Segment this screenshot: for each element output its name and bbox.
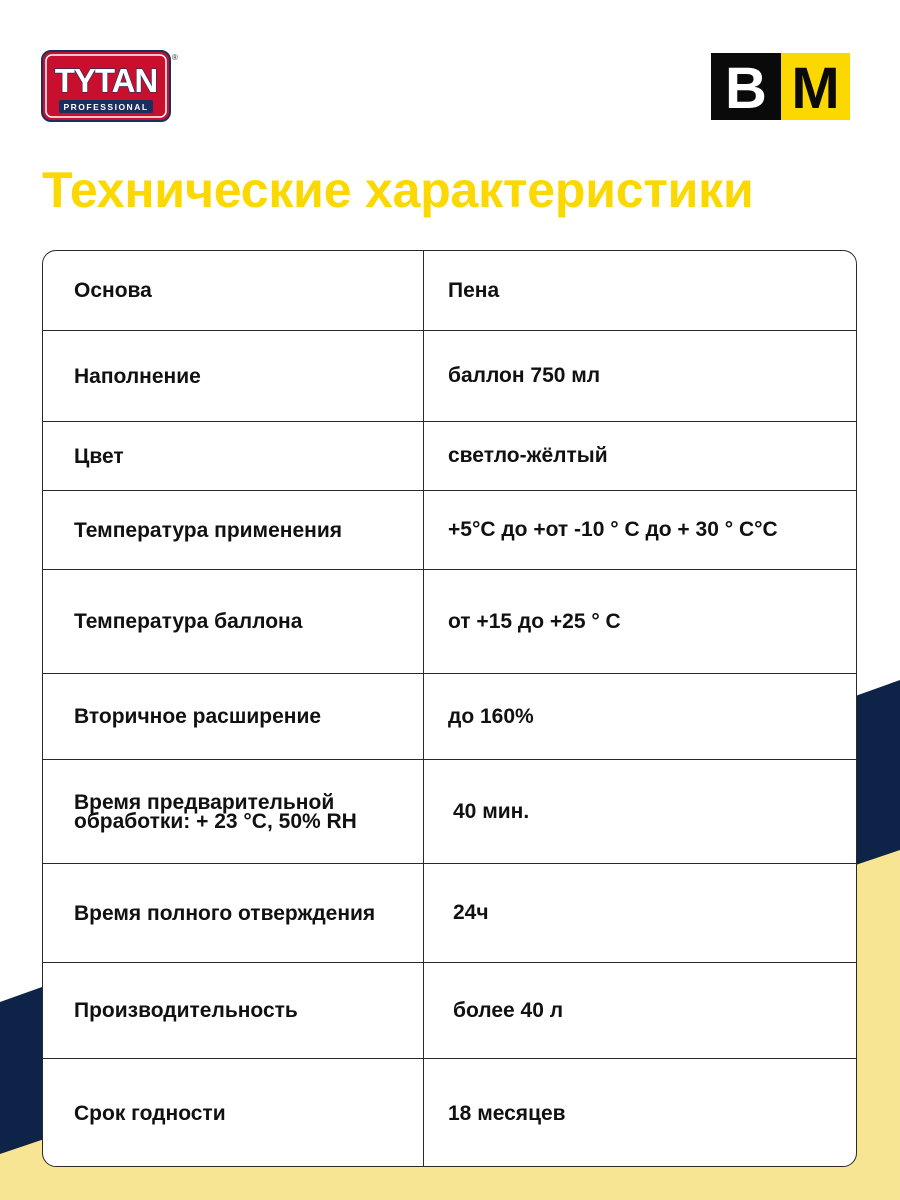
- tytan-logo-tagline: PROFESSIONAL: [63, 102, 149, 112]
- bm-logo-letter-m: M: [791, 56, 840, 120]
- spec-label: Температура применения: [74, 518, 342, 542]
- spec-label: Время предварительной обработки: + 23 °C, 50% RH: [74, 790, 357, 833]
- spec-row-full-cure-time: [43, 864, 857, 963]
- specs-table: [42, 250, 857, 1167]
- spec-value: от +15 до +25 ° C: [423, 570, 857, 673]
- spec-label: Срок годности: [74, 1102, 226, 1125]
- spec-label: Наполнение: [74, 364, 201, 388]
- spec-value: 18 месяцев: [423, 1059, 857, 1167]
- registered-mark-icon: ®: [172, 53, 178, 62]
- spec-row-secondary-expansion: [43, 674, 857, 760]
- spec-value: Пена: [423, 251, 857, 330]
- spec-row-shelf-life: [43, 1059, 857, 1167]
- spec-row-yield: [43, 963, 857, 1059]
- spec-value: до 160%: [423, 674, 857, 759]
- bm-logo-letter-b: B: [725, 56, 767, 120]
- spec-label: Производительность: [74, 999, 298, 1022]
- spec-label: Температура баллона: [74, 610, 303, 633]
- spec-value: 24ч: [423, 864, 857, 962]
- spec-label: Основа: [74, 279, 152, 302]
- spec-row-base: [43, 251, 857, 331]
- spec-label: Цвет: [74, 444, 124, 468]
- spec-row-filling: [43, 331, 857, 422]
- spec-label: Вторичное расширение: [74, 705, 322, 728]
- tytan-logo: [41, 50, 178, 122]
- spec-value: +5°С до +от -10 ° C до + 30 ° C°С: [423, 491, 857, 569]
- spec-row-can-temperature: [43, 570, 857, 674]
- page-title: Технические характеристики: [42, 162, 754, 218]
- spec-label: Время полного отверждения: [74, 901, 376, 925]
- spec-value: баллон 750 мл: [423, 331, 857, 421]
- spec-value: 40 мин.: [423, 760, 857, 863]
- spec-value: более 40 л: [423, 963, 857, 1058]
- spec-row-application-temperature: [43, 491, 857, 570]
- bm-logo: [711, 53, 850, 120]
- spec-row-color: [43, 422, 857, 491]
- spec-row-pre-treatment-time: [43, 760, 857, 864]
- spec-value: светло-жёлтый: [423, 422, 857, 490]
- tytan-logo-wordmark: TYTAN: [54, 62, 158, 99]
